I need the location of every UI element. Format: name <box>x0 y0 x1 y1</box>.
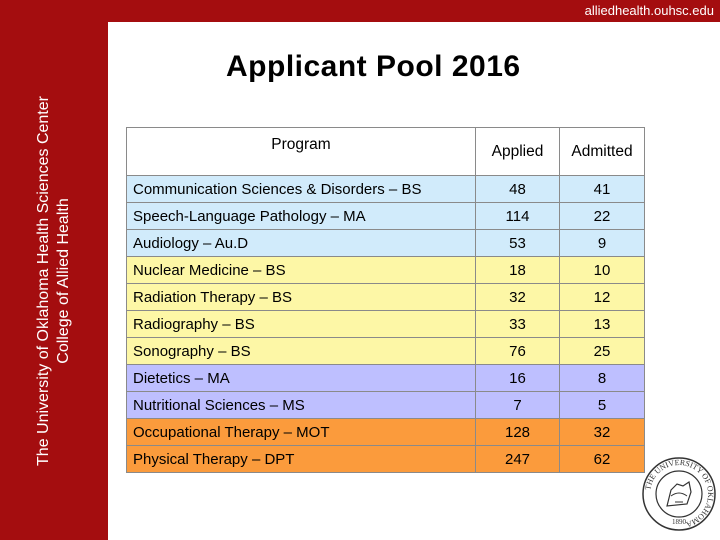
college-name: College of Allied Health <box>55 198 72 364</box>
program-cell: Nuclear Medicine – BS <box>127 257 476 284</box>
program-cell: Radiography – BS <box>127 311 476 338</box>
applied-cell: 16 <box>476 365 560 392</box>
column-header-program: Program <box>127 128 476 176</box>
column-header-admitted: Admitted <box>560 128 645 176</box>
applied-cell: 247 <box>476 446 560 473</box>
applied-cell: 33 <box>476 311 560 338</box>
table-body <box>127 176 645 473</box>
top-bar <box>0 0 720 22</box>
table-row <box>127 230 645 257</box>
svg-text:1890: 1890 <box>672 518 686 526</box>
program-cell: Sonography – BS <box>127 338 476 365</box>
program-cell: Nutritional Sciences – MS <box>127 392 476 419</box>
applied-cell: 76 <box>476 338 560 365</box>
table-row <box>127 176 645 203</box>
admitted-cell: 13 <box>560 311 645 338</box>
program-cell: Occupational Therapy – MOT <box>127 419 476 446</box>
admitted-cell: 10 <box>560 257 645 284</box>
table-row <box>127 257 645 284</box>
column-header-applied: Applied <box>476 128 560 176</box>
program-cell: Speech-Language Pathology – MA <box>127 203 476 230</box>
applied-cell: 48 <box>476 176 560 203</box>
applied-cell: 128 <box>476 419 560 446</box>
program-cell: Dietetics – MA <box>127 365 476 392</box>
site-url[interactable]: alliedhealth.ouhsc.edu <box>584 3 714 18</box>
table-row <box>127 446 645 473</box>
admitted-cell: 22 <box>560 203 645 230</box>
admitted-cell: 32 <box>560 419 645 446</box>
table-row <box>127 203 645 230</box>
admitted-cell: 8 <box>560 365 645 392</box>
sidebar-text <box>14 31 94 531</box>
program-cell: Audiology – Au.D <box>127 230 476 257</box>
admitted-cell: 12 <box>560 284 645 311</box>
admitted-cell: 5 <box>560 392 645 419</box>
applicant-table <box>126 127 645 473</box>
applied-cell: 32 <box>476 284 560 311</box>
table-row <box>127 419 645 446</box>
program-cell: Physical Therapy – DPT <box>127 446 476 473</box>
admitted-cell: 25 <box>560 338 645 365</box>
table-row <box>127 392 645 419</box>
admitted-cell: 41 <box>560 176 645 203</box>
program-cell: Radiation Therapy – BS <box>127 284 476 311</box>
applied-cell: 114 <box>476 203 560 230</box>
program-cell: Communication Sciences & Disorders – BS <box>127 176 476 203</box>
institution-name: The University of Oklahoma Health Sciences Center <box>35 96 52 466</box>
table-header-row <box>127 128 645 176</box>
table-row <box>127 365 645 392</box>
applied-cell: 18 <box>476 257 560 284</box>
svg-text:THE UNIVERSITY OF OKLAHOMA: THE UNIVERSITY OF OKLAHOMA <box>643 457 716 530</box>
university-seal-logo <box>641 456 717 532</box>
sidebar-text-band <box>0 22 108 540</box>
admitted-cell: 9 <box>560 230 645 257</box>
table-row <box>127 311 645 338</box>
applied-cell: 53 <box>476 230 560 257</box>
table-row <box>127 338 645 365</box>
applied-cell: 7 <box>476 392 560 419</box>
table-row <box>127 284 645 311</box>
page-title: Applicant Pool 2016 <box>226 50 521 83</box>
admitted-cell: 62 <box>560 446 645 473</box>
